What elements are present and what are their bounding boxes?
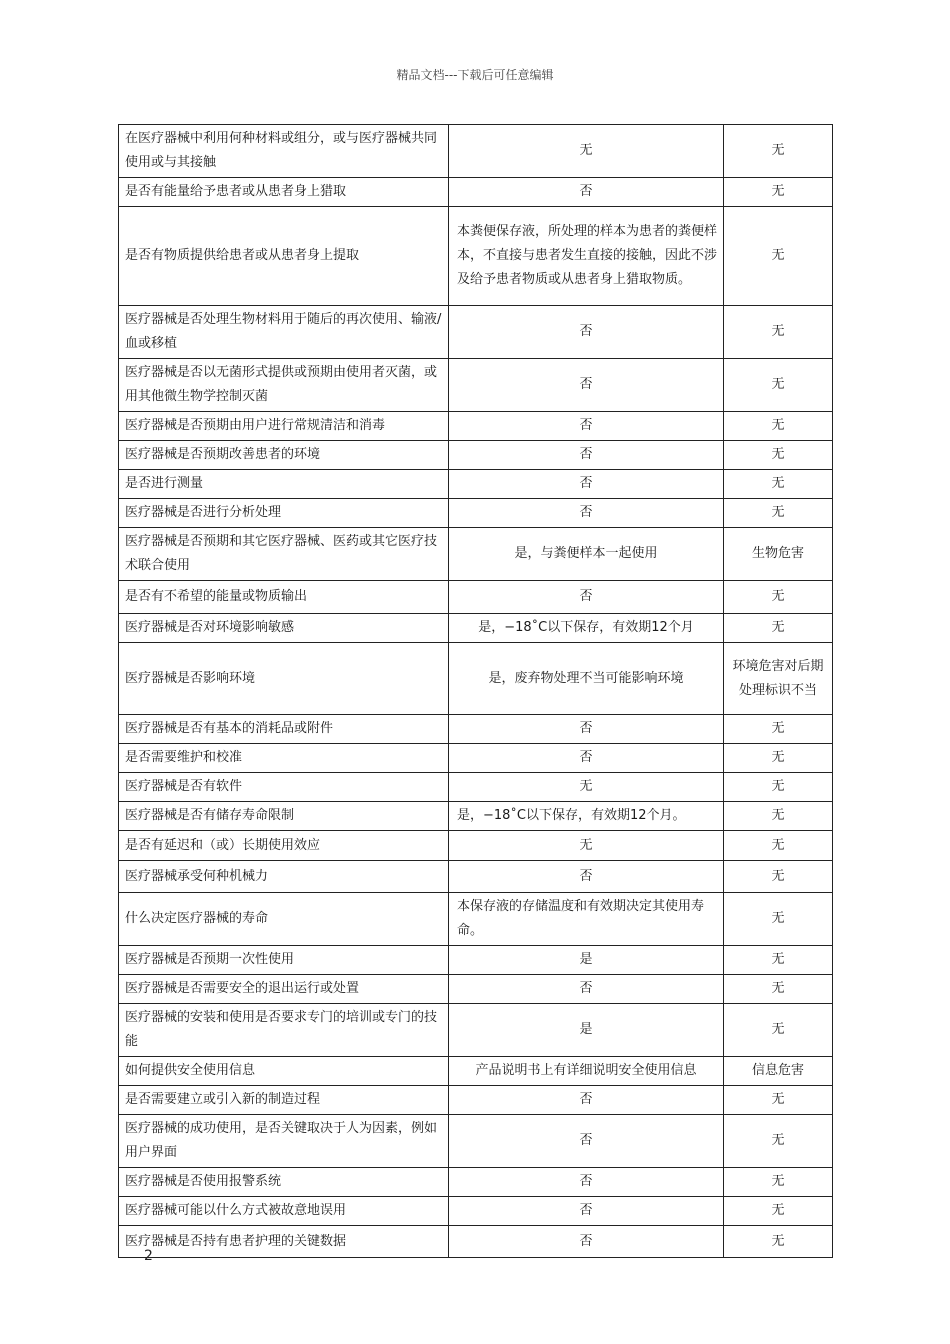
question-cell: 在医疗器械中利用何种材料或组分，或与医疗器械共同使用或与其接触 — [119, 125, 449, 178]
table-row — [119, 1057, 833, 1086]
table-row — [119, 306, 833, 359]
risk-cell: 无 — [724, 614, 833, 643]
answer-cell: 否 — [449, 1226, 724, 1258]
question-cell: 医疗器械是否预期一次性使用 — [119, 946, 449, 975]
risk-cell: 无 — [724, 861, 833, 893]
risk-cell: 无 — [724, 1004, 833, 1057]
answer-cell: 否 — [449, 359, 724, 412]
answer-cell: 否 — [449, 1115, 724, 1168]
table-row — [119, 1226, 833, 1258]
risk-cell: 无 — [724, 125, 833, 178]
question-cell: 是否有物质提供给患者或从患者身上提取 — [119, 207, 449, 306]
answer-cell: 无 — [449, 831, 724, 861]
question-cell: 是否有延迟和（或）长期使用效应 — [119, 831, 449, 861]
question-cell: 什么决定医疗器械的寿命 — [119, 893, 449, 946]
question-cell: 医疗器械的安装和使用是否要求专门的培训或专门的技能 — [119, 1004, 449, 1057]
page-header: 精品文档---下载后可任意编辑 — [396, 68, 554, 82]
answer-cell: 否 — [449, 581, 724, 614]
answer-cell: 是 — [449, 1004, 724, 1057]
table-row — [119, 802, 833, 831]
table-row — [119, 715, 833, 744]
question-cell: 医疗器械承受何种机械力 — [119, 861, 449, 893]
table-row — [119, 1004, 833, 1057]
answer-cell: 本粪便保存液，所处理的样本为患者的粪便样本，不直接与患者发生直接的接触，因此不涉及给予患者物质或从患者身上猎取物质。 — [449, 207, 724, 306]
question-cell: 医疗器械是否有储存寿命限制 — [119, 802, 449, 831]
answer-cell: 否 — [449, 441, 724, 470]
risk-cell: 无 — [724, 359, 833, 412]
answer-cell: 是 — [449, 946, 724, 975]
question-cell: 医疗器械是否使用报警系统 — [119, 1168, 449, 1197]
table-row — [119, 831, 833, 861]
answer-cell: 无 — [449, 773, 724, 802]
question-cell: 是否有不希望的能量或物质输出 — [119, 581, 449, 614]
table-row — [119, 744, 833, 773]
table-row — [119, 975, 833, 1004]
risk-cell: 无 — [724, 975, 833, 1004]
table-row — [119, 470, 833, 499]
risk-cell: 无 — [724, 831, 833, 861]
question-cell: 医疗器械是否持有患者护理的关键数据 — [119, 1226, 449, 1258]
page-number: 2 — [144, 1248, 153, 1264]
question-cell: 医疗器械是否影响环境 — [119, 643, 449, 715]
answer-cell: 否 — [449, 975, 724, 1004]
table-row — [119, 614, 833, 643]
question-cell: 是否需要建立或引入新的制造过程 — [119, 1086, 449, 1115]
question-cell: 医疗器械是否以无菌形式提供或预期由使用者灭菌，或用其他微生物学控制灭菌 — [119, 359, 449, 412]
risk-cell: 信息危害 — [724, 1057, 833, 1086]
answer-cell: 是，废弃物处理不当可能影响环境 — [449, 643, 724, 715]
question-cell: 医疗器械是否进行分析处理 — [119, 499, 449, 528]
risk-cell: 无 — [724, 773, 833, 802]
risk-cell: 无 — [724, 441, 833, 470]
risk-cell: 生物危害 — [724, 528, 833, 581]
question-cell: 是否有能量给予患者或从患者身上猎取 — [119, 178, 449, 207]
risk-cell: 无 — [724, 1086, 833, 1115]
answer-cell: 是，−18˚C以下保存，有效期12个月。 — [449, 802, 724, 831]
question-cell: 医疗器械是否需要安全的退出运行或处置 — [119, 975, 449, 1004]
answer-cell: 否 — [449, 1197, 724, 1226]
question-cell: 医疗器械是否预期改善患者的环境 — [119, 441, 449, 470]
question-cell: 是否需要维护和校准 — [119, 744, 449, 773]
table-row — [119, 773, 833, 802]
risk-analysis-table — [118, 124, 833, 1258]
answer-cell: 是，与粪便样本一起使用 — [449, 528, 724, 581]
risk-cell: 无 — [724, 893, 833, 946]
risk-cell: 无 — [724, 1197, 833, 1226]
risk-cell: 无 — [724, 1115, 833, 1168]
table-row — [119, 359, 833, 412]
question-cell: 医疗器械是否对环境影响敏感 — [119, 614, 449, 643]
table-row — [119, 581, 833, 614]
question-cell: 医疗器械的成功使用，是否关键取决于人为因素，例如用户界面 — [119, 1115, 449, 1168]
question-cell: 是否进行测量 — [119, 470, 449, 499]
risk-cell: 无 — [724, 178, 833, 207]
answer-cell: 无 — [449, 125, 724, 178]
answer-cell: 否 — [449, 744, 724, 773]
table-row — [119, 893, 833, 946]
risk-cell: 无 — [724, 1226, 833, 1258]
table-row — [119, 946, 833, 975]
answer-cell: 是，−18˚C以下保存，有效期12个月 — [449, 614, 724, 643]
table-row — [119, 441, 833, 470]
answer-cell: 否 — [449, 1168, 724, 1197]
question-cell: 医疗器械是否预期由用户进行常规清洁和消毒 — [119, 412, 449, 441]
answer-cell: 否 — [449, 1086, 724, 1115]
risk-cell: 无 — [724, 306, 833, 359]
table-row — [119, 643, 833, 715]
risk-cell: 无 — [724, 715, 833, 744]
table-row — [119, 125, 833, 178]
table-row — [119, 1168, 833, 1197]
answer-cell: 否 — [449, 715, 724, 744]
question-cell: 医疗器械可能以什么方式被故意地误用 — [119, 1197, 449, 1226]
question-cell: 医疗器械是否处理生物材料用于随后的再次使用、输液/血或移植 — [119, 306, 449, 359]
table-row — [119, 1086, 833, 1115]
answer-cell: 否 — [449, 412, 724, 441]
question-cell: 如何提供安全使用信息 — [119, 1057, 449, 1086]
risk-cell: 无 — [724, 744, 833, 773]
risk-cell: 无 — [724, 581, 833, 614]
risk-cell: 无 — [724, 412, 833, 441]
risk-cell: 无 — [724, 1168, 833, 1197]
table-row — [119, 861, 833, 893]
answer-cell: 否 — [449, 306, 724, 359]
question-cell: 医疗器械是否有软件 — [119, 773, 449, 802]
risk-cell: 无 — [724, 207, 833, 306]
question-cell: 医疗器械是否预期和其它医疗器械、医药或其它医疗技术联合使用 — [119, 528, 449, 581]
table-row — [119, 499, 833, 528]
question-cell: 医疗器械是否有基本的消耗品或附件 — [119, 715, 449, 744]
table-row — [119, 412, 833, 441]
answer-cell: 否 — [449, 470, 724, 499]
answer-cell: 否 — [449, 499, 724, 528]
table-row — [119, 528, 833, 581]
risk-cell: 无 — [724, 470, 833, 499]
table-row — [119, 178, 833, 207]
table-row — [119, 1115, 833, 1168]
answer-cell: 否 — [449, 178, 724, 207]
risk-cell: 无 — [724, 946, 833, 975]
answer-cell: 产品说明书上有详细说明安全使用信息 — [449, 1057, 724, 1086]
answer-cell: 否 — [449, 861, 724, 893]
risk-cell: 无 — [724, 499, 833, 528]
risk-cell: 无 — [724, 802, 833, 831]
table-row — [119, 1197, 833, 1226]
table-row — [119, 207, 833, 306]
answer-cell: 本保存液的存储温度和有效期决定其使用寿命。 — [449, 893, 724, 946]
risk-cell: 环境危害对后期处理标识不当 — [724, 643, 833, 715]
